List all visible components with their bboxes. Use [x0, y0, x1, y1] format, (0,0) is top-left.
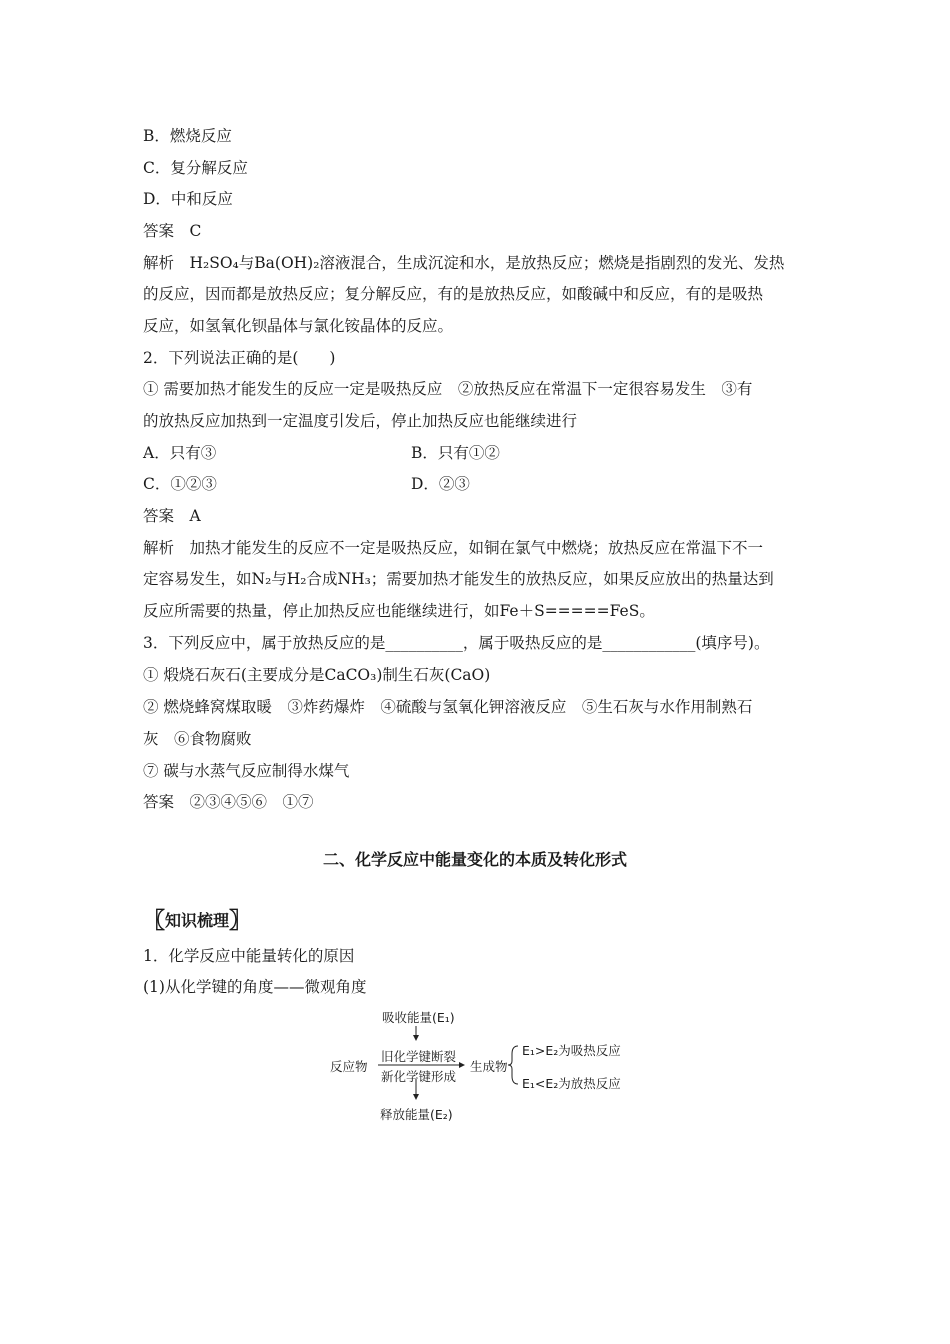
answer-1: 答案 C	[143, 222, 202, 240]
option-d-2: D．②③	[411, 475, 470, 493]
diagram-product: 生成物	[470, 1059, 508, 1074]
section-heading: 二、化学反应中能量变化的本质及转化形式	[322, 850, 627, 869]
option-a: A．只有③	[143, 444, 217, 462]
left-bracket-icon: 〖	[143, 909, 166, 934]
question-3-item1: ① 煅烧石灰石(主要成分是CaCO₃)制生石灰(CaO)	[143, 666, 491, 684]
diagram-reactant: 反应物	[330, 1059, 368, 1074]
question-3-item7: ⑦ 碳与水蒸气反应制得水煤气	[143, 762, 350, 780]
analysis-2-line1: 解析 加热才能发生的反应不一定是吸热反应，如铜在氯气中燃烧；放热反应在常温下不一	[143, 539, 764, 557]
analysis-1-line2: 的反应，因而都是放热反应；复分解反应，有的是放热反应，如酸碱中和反应，有的是吸热	[143, 285, 764, 303]
options-row-cd	[143, 474, 813, 494]
analysis-2-line2: 定容易发生，如N₂与H₂合成NH₃；需要加热才能发生的放热反应，如果反应放出的热量达到	[143, 570, 774, 588]
brace-icon	[508, 1046, 518, 1084]
question-2: 2．下列说法正确的是( )	[143, 349, 336, 367]
energy-diagram	[330, 1008, 640, 1128]
right-bracket-icon: 〗	[229, 909, 252, 934]
point-1: 1．化学反应中能量转化的原因	[143, 947, 355, 965]
section-tag	[143, 909, 251, 934]
analysis-1-line1: 解析 H₂SO₄与Ba(OH)₂溶液混合，生成沉淀和水，是放热反应；燃烧是指剧烈的发光、发热	[143, 254, 785, 272]
question-3-items-line1: ② 燃烧蜂窝煤取暖 ③炸药爆炸 ④硫酸与氢氧化钾溶液反应 ⑤生石灰与水作用制熟石	[143, 698, 753, 716]
option-c: C．复分解反应	[143, 159, 248, 177]
question-2-statements-line2: 的放热反应加热到一定温度引发后，停止加热反应也能继续进行	[143, 412, 578, 430]
question-2-statements-line1: ① 需要加热才能发生的反应一定是吸热反应 ②放热反应在常温下一定很容易发生 ③有	[143, 380, 753, 398]
point-1-sub: (1)从化学键的角度——微观角度	[143, 978, 367, 996]
diagram-endothermic: E₁>E₂为吸热反应	[522, 1043, 621, 1058]
section-tag-label: 知识梳理	[165, 911, 230, 930]
answer-2: 答案 A	[143, 507, 201, 525]
option-b-2: B．只有①②	[411, 444, 500, 462]
option-b: B．燃烧反应	[143, 127, 232, 145]
diagram-exothermic: E₁<E₂为放热反应	[522, 1076, 621, 1091]
question-3-items-line2: 灰 ⑥食物腐败	[143, 730, 252, 748]
analysis-2-line3: 反应所需要的热量，停止加热反应也能继续进行，如Fe＋S=====FeS。	[143, 602, 655, 620]
analysis-1-line3: 反应，如氢氧化钡晶体与氯化铵晶体的反应。	[143, 317, 454, 335]
diagram-bond-break: 旧化学键断裂	[381, 1049, 457, 1064]
question-3: 3．下列反应中，属于放热反应的是__________，属于吸热反应的是____________(填序号)。	[143, 634, 770, 652]
answer-3: 答案 ②③④⑤⑥ ①⑦	[143, 793, 314, 811]
diagram-absorb: 吸收能量(E₁)	[382, 1010, 455, 1025]
option-c-2: C．①②③	[143, 475, 217, 493]
option-d: D．中和反应	[143, 190, 233, 208]
diagram-bond-form: 新化学键形成	[381, 1069, 457, 1084]
diagram-release: 释放能量(E₂)	[380, 1107, 453, 1122]
